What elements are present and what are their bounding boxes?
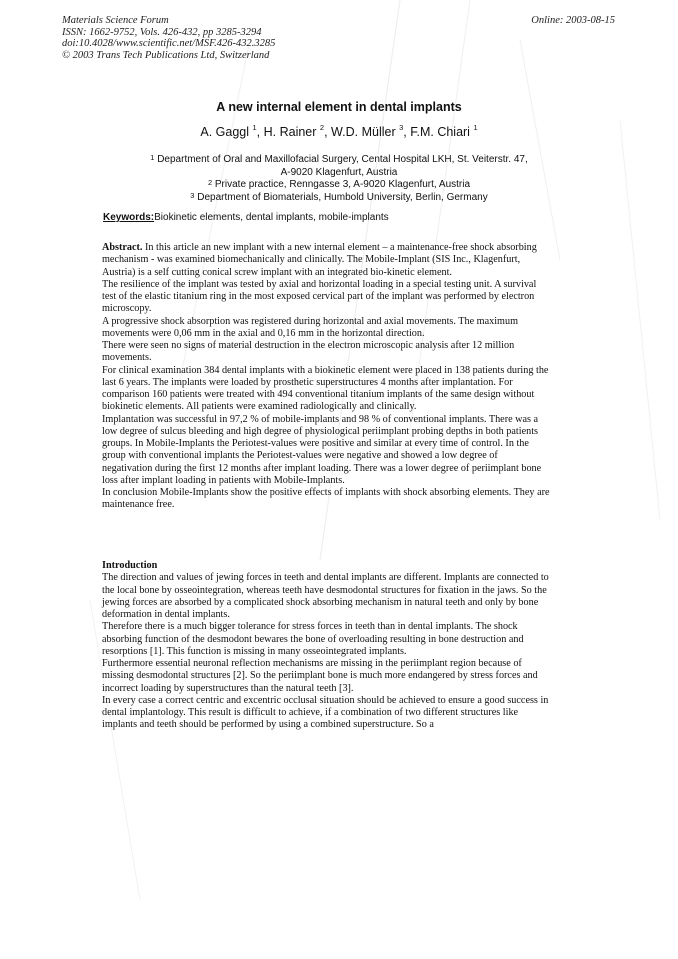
author-name: W.D. Müller <box>331 125 396 139</box>
author-list: A. Gaggl $^1$, H. Rainer $^2$, W.D. Müller $^3$, F.M. Chiari $^1$ <box>200 123 478 139</box>
intro-paragraph: Therefore there is a much bigger tolerance for stress forces in teeth than in dental implants. The shock absorbing function of the desmodont bewares the bone of overloading resulting in bone destruction and resorptions [1]. This function is missing in many osseointegrated implants. <box>102 621 524 657</box>
journal-header <box>62 15 275 61</box>
paragraph-text: In this article an new implant with a new internal element – a maintenance-free shock absorbing mechanism - was examined biomechanically and clinically. The Mobile-Implant (SIS Inc., Klagenfurt, Austria) is a self cutting conical screw implant with an integrated bio-kinetic element. <box>102 242 537 278</box>
author-aff-marker: 3 <box>399 123 404 132</box>
section-heading: Introduction <box>102 560 158 571</box>
issn-line: ISSN: 1662-9752, Vols. 426-432, pp 3285-3294 <box>62 26 262 38</box>
affiliation-number: 3 <box>190 190 195 200</box>
affiliation-text: Private practice, Renngasse 3, A-9020 Klagenfurt, Austria <box>214 179 471 191</box>
introduction-section <box>102 560 550 732</box>
author-aff-marker: 1 <box>252 123 257 132</box>
abstract-paragraph: In conclusion Mobile-Implants show the positive effects of implants with shock absorbing elements. They are maintenance free. <box>102 487 550 511</box>
affiliation-text: Department of Oral and Maxillofacial Surgery, Cental Hospital LKH, St. Veiterstr. 47, <box>157 154 528 165</box>
affiliation-list <box>0 154 678 204</box>
author-name: H. Rainer <box>263 125 317 139</box>
affiliation <box>0 179 678 192</box>
affiliation-continued <box>0 167 678 180</box>
intro-paragraph: In every case a correct centric and excentric occlusal situation should be achieved to ensure a good success in dental implantology. This result is difficult to achieve, if a combination of two different structures like implants and teeth should be performed by using a combined superstructure. So a <box>102 694 549 731</box>
paper-title: A new internal element in dental implants <box>216 100 462 114</box>
keywords <box>103 212 389 223</box>
keywords-label: Keywords: <box>103 212 155 223</box>
affiliation-text: A-9020 Klagenfurt, Austria <box>280 166 398 178</box>
abstract-paragraph: There were seen no signs of material destruction in the electron microscopic analysis after 12 million movements. <box>102 340 515 364</box>
doi-line: doi:10.4028/www.scientific.net/MSF.426-432.3285 <box>62 38 276 49</box>
author-name: F.M. Chiari <box>410 125 470 139</box>
affiliation <box>0 192 678 205</box>
copyright-line: © 2003 Trans Tech Publications Ltd, Switzerland <box>62 49 270 61</box>
abstract-paragraph: The resilience of the implant was tested by axial and horizontal loading in a special testing unit. A survival test of the elastic titanium ring in the most exposed cervical part of the implant was performed by electron microscopy. <box>102 278 537 315</box>
abstract-label: Abstract. <box>102 242 143 253</box>
affiliation <box>0 154 678 167</box>
abstract-paragraph <box>102 242 550 279</box>
affiliation-text: Department of Biomaterials, Humbold University, Berlin, Germany <box>197 191 488 203</box>
intro-paragraph: The direction and values of jewing forces in teeth and dental implants are different. Implants are connected to the local bone by osseointegration, whereas teeth have desmodontal structures for fixation in the jaws. So the jewing forces are absorbed by a complicated shock absorbing mechanism in natural teeth and only by bone deformation in dental implants. <box>102 572 549 620</box>
author-name: A. Gaggl <box>200 125 250 139</box>
author-aff-marker: 2 <box>319 123 325 132</box>
abstract-paragraph: Implantation was successful in 97,2 % of mobile-implants and 98 % of conventional implants. There was a low degree of sulcus bleeding and high degree of physiological periimplant probing depths in both patients groups. In Mobile-Implants the Periotest-values were positive and similar at every time of control. In the group with conventional implants the Periotest-values were negative and showed a low degree of negativation during the first 12 months after implant loading. There was a lower degree of periimplant bone loss after implant loading in patients with Mobile-Implants. <box>102 413 542 486</box>
abstract <box>102 242 550 512</box>
abstract-paragraph: A progressive shock absorption was registered during horizontal and axial movements. The maximum movements were 0,06 mm in the axial and 0,16 mm in the horizontal direction. <box>102 315 518 339</box>
abstract-paragraph: For clinical examination 384 dental implants with a biokinetic element were placed in 138 patients during the last 6 years. The implants were loaded by prosthetic superstructures 4 months after implantation. For comparison 160 patients were treated with 494 conventional titanium implants of the same design without biokinetic elements. All patients were examined radiologically and clinically. <box>102 364 549 413</box>
online-date: Online: 2003-08-15 <box>531 15 615 26</box>
keywords-text: Biokinetic elements, dental implants, mobile-implants <box>154 212 389 223</box>
affiliation-number: 2 <box>207 178 213 188</box>
intro-paragraph: Furthermore essential neuronal reflection mechanisms are missing in the periimplant region because of missing desmodontal structures [2]. So the periimplant bone is much more endangered by stress forces and incorrect loading by superstructures than the natural teeth [3]. <box>102 658 538 694</box>
journal-name: Materials Science Forum <box>62 15 169 26</box>
affiliation-number: 1 <box>150 153 155 162</box>
author-aff-marker: 1 <box>473 123 478 132</box>
